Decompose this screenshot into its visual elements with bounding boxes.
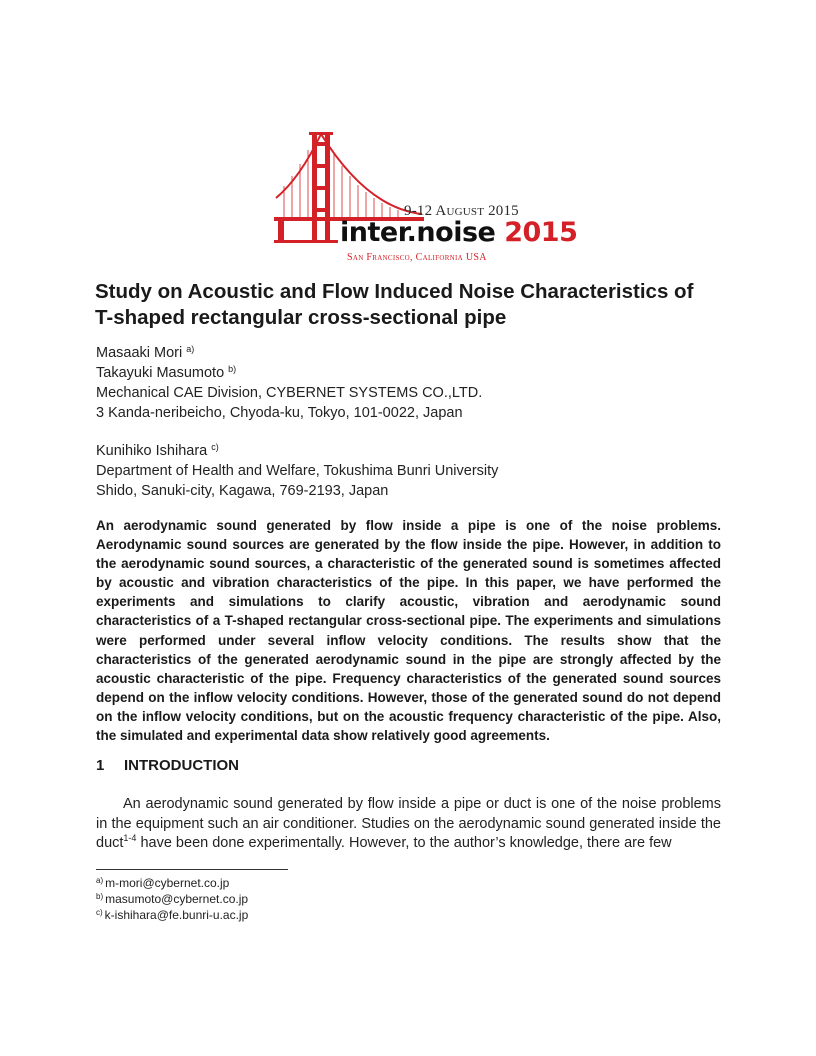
footnote-mark: a) [96,876,104,885]
footnote-email-link[interactable]: masumoto@cybernet.co.jp [105,892,249,906]
section-heading [96,757,239,774]
intro-text-cont: have been done experimentally. However, to the author’s knowledge, there are few [136,835,672,851]
author-address: Shido, Sanuki-city, Kagawa, 769-2193, Japan [96,483,389,499]
footnote-divider [96,869,288,870]
author-address: 3 Kanda-neribeicho, Chyoda-ku, Tokyo, 101-0022, Japan [96,405,463,421]
author-name: Takayuki Masumoto [96,365,225,381]
conference-year: 2015 [504,217,578,248]
section-number: 1 [96,757,105,774]
citation-ref: 1-4 [123,833,137,843]
spacer [96,423,736,441]
paper-title: Study on Acoustic and Flow Induced Noise Characteristics of T-shaped rectangular cross-sectional pipe [95,280,694,329]
footnote-email-link[interactable]: m-mori@cybernet.co.jp [105,876,230,890]
conference-name [340,217,577,248]
conference-name-text: inter.noise [340,217,496,248]
footnote [96,875,248,891]
conference-location: San Francisco, California USA [347,252,487,263]
footnotes [96,875,248,923]
author-line [96,343,736,363]
author-footnote-mark: a) [186,344,195,354]
footnote-email-link[interactable]: k-ishihara@fe.bunri-u.ac.jp [104,908,249,922]
author-name: Masaaki Mori [96,345,183,361]
abstract: An aerodynamic sound generated by flow inside a pipe is one of the noise problems. Aerodynamic sound sources are generated by the flow inside the pipe. However, in addition to the aerodynamic sound sources, a characteristic of the generated sound is sometimes affected by acoustic and vibration characteristics of the pipe. In this paper, we have performed the experiments and simulations to clarify acoustic, vibration and aerodynamic sound characteristics of a T-shaped rectangular cross-sectional pipe. The experiments and simulations were performed under several inflow velocity conditions. The results show that the characteristics of the generated aerodynamic sound in the pipe are strongly affected by the acoustic characteristic of the pipe. Frequency characteristics of the generated sound sources depend on the inflow velocity conditions. However, those of the generated sound do not depend on the inflow velocity conditions, but on the acoustic frequency characteristic of the pipe. Also, the simulated and experimental data show relatively good agreements. [96,518,721,744]
author-line [96,363,736,383]
author-block [96,343,736,501]
author-affiliation: Department of Health and Welfare, Tokushima Bunri University [96,463,499,479]
author-footnote-mark: c) [211,442,219,452]
conference-date: 9-12 August 2015 [404,203,519,219]
footnote [96,891,248,907]
section-title: INTRODUCTION [124,757,239,774]
footnote-mark: b) [96,892,104,901]
footnote-mark: c) [96,908,103,917]
author-footnote-mark: b) [228,364,237,374]
intro-text: An aerodynamic sound generated by flow inside a pipe or duct is one of the noise problems in the equipment such an air conditioner. Studies on the aerodynamic sound generated inside the duct [96,796,721,851]
author-name: Kunihiko Ishihara [96,443,208,459]
footnote [96,907,248,923]
intro-paragraph [96,795,721,854]
author-affiliation: Mechanical CAE Division, CYBERNET SYSTEMS CO.,LTD. [96,385,483,401]
author-line [96,441,736,461]
